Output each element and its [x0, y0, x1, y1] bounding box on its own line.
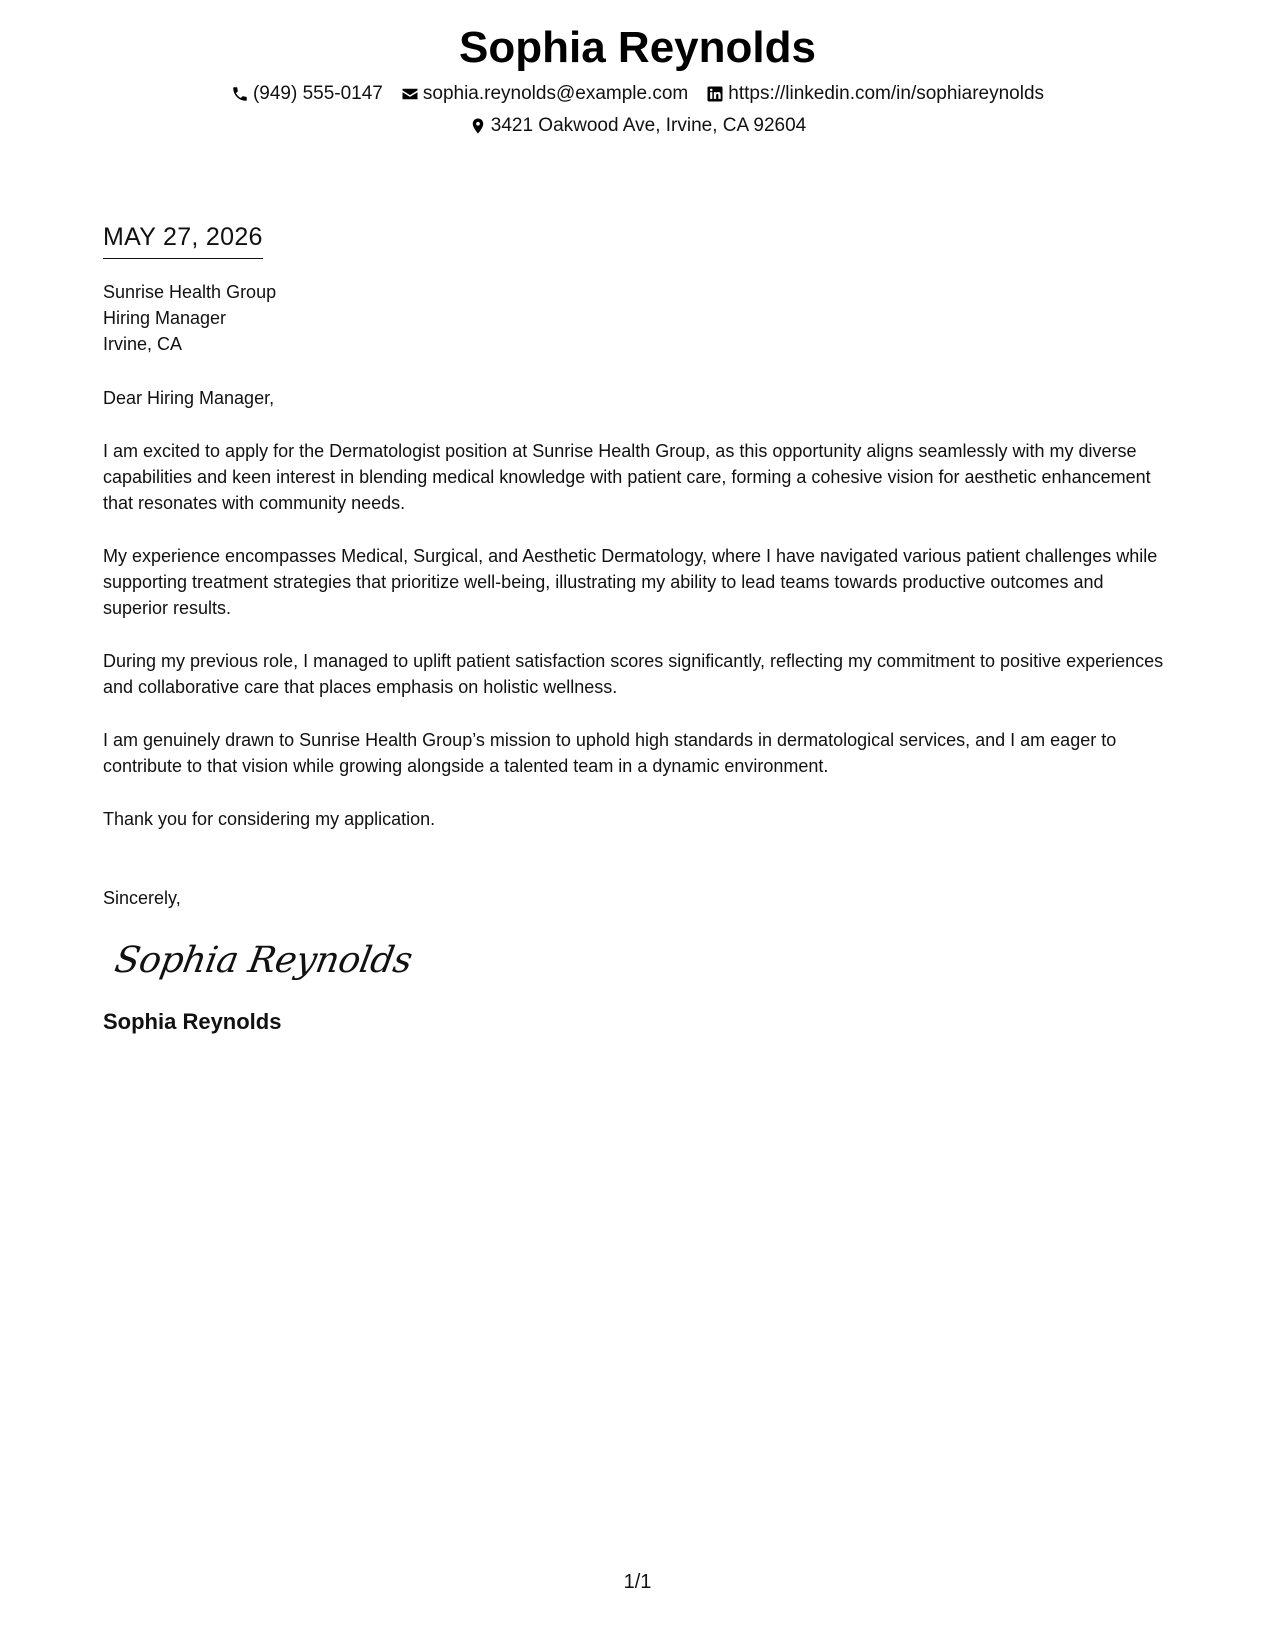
paragraph-experience: My experience encompasses Medical, Surgical, and Aesthetic Dermatology, where I have navigated various patient challenges while supporting treatment strategies that prioritize well-being, illustrating my ability to lead teams towards productive outcomes and superior results. [103, 546, 1158, 618]
handwritten-signature: Sophia Reynolds [111, 940, 416, 981]
paragraph-intro: I am excited to apply for the Dermatologist position at Sunrise Health Group, as this opportunity aligns seamlessly with my diverse capabilities and keen interest in blending medical knowledge with patient care, forming a cohesive vision for aesthetic enhancement that resonates with community needs. [103, 441, 1151, 513]
recipient-block [103, 279, 1173, 357]
address-row [0, 112, 1275, 140]
signer-name: Sophia Reynolds [103, 1009, 282, 1034]
contact-row [0, 80, 1275, 108]
closing: Sincerely, [103, 888, 181, 908]
page-number: 1/1 [623, 1571, 652, 1593]
paragraph-achievement: During my previous role, I managed to uplift patient satisfaction scores significantly, reflecting my commitment to positive experiences and collaborative care that places emphasis on holistic wellness. [103, 651, 1164, 697]
recipient-title: Hiring Manager [103, 308, 227, 328]
letter-body [103, 220, 1173, 1037]
letter-header [0, 20, 1275, 140]
contact-address [469, 112, 806, 140]
contact-email[interactable] [401, 80, 688, 108]
recipient-company: Sunrise Health Group [103, 282, 277, 302]
phone-text: (949) 555-0147 [252, 83, 383, 104]
envelope-icon [401, 85, 419, 103]
contact-phone [231, 80, 383, 108]
linkedin-icon [706, 85, 724, 103]
map-pin-icon [469, 117, 487, 135]
paragraph-thanks: Thank you for considering my application. [103, 809, 436, 829]
applicant-name-heading: Sophia Reynolds [459, 23, 816, 72]
salutation: Dear Hiring Manager, [103, 388, 275, 408]
address-text: 3421 Oakwood Ave, Irvine, CA 92604 [490, 115, 807, 136]
contact-linkedin[interactable] [706, 80, 1044, 108]
letter-date: MAY 27, 2026 [103, 220, 263, 259]
email-link[interactable]: sophia.reynolds@example.com [422, 83, 689, 104]
recipient-location: Irvine, CA [103, 334, 183, 354]
phone-icon [231, 85, 249, 103]
linkedin-link[interactable]: https://linkedin.com/in/sophiareynolds [728, 83, 1045, 104]
paragraph-motivation: I am genuinely drawn to Sunrise Health Group’s mission to uphold high standards in dermatological services, and I am eager to contribute to that vision while growing alongside a talented team in a dynamic environment. [103, 730, 1117, 776]
